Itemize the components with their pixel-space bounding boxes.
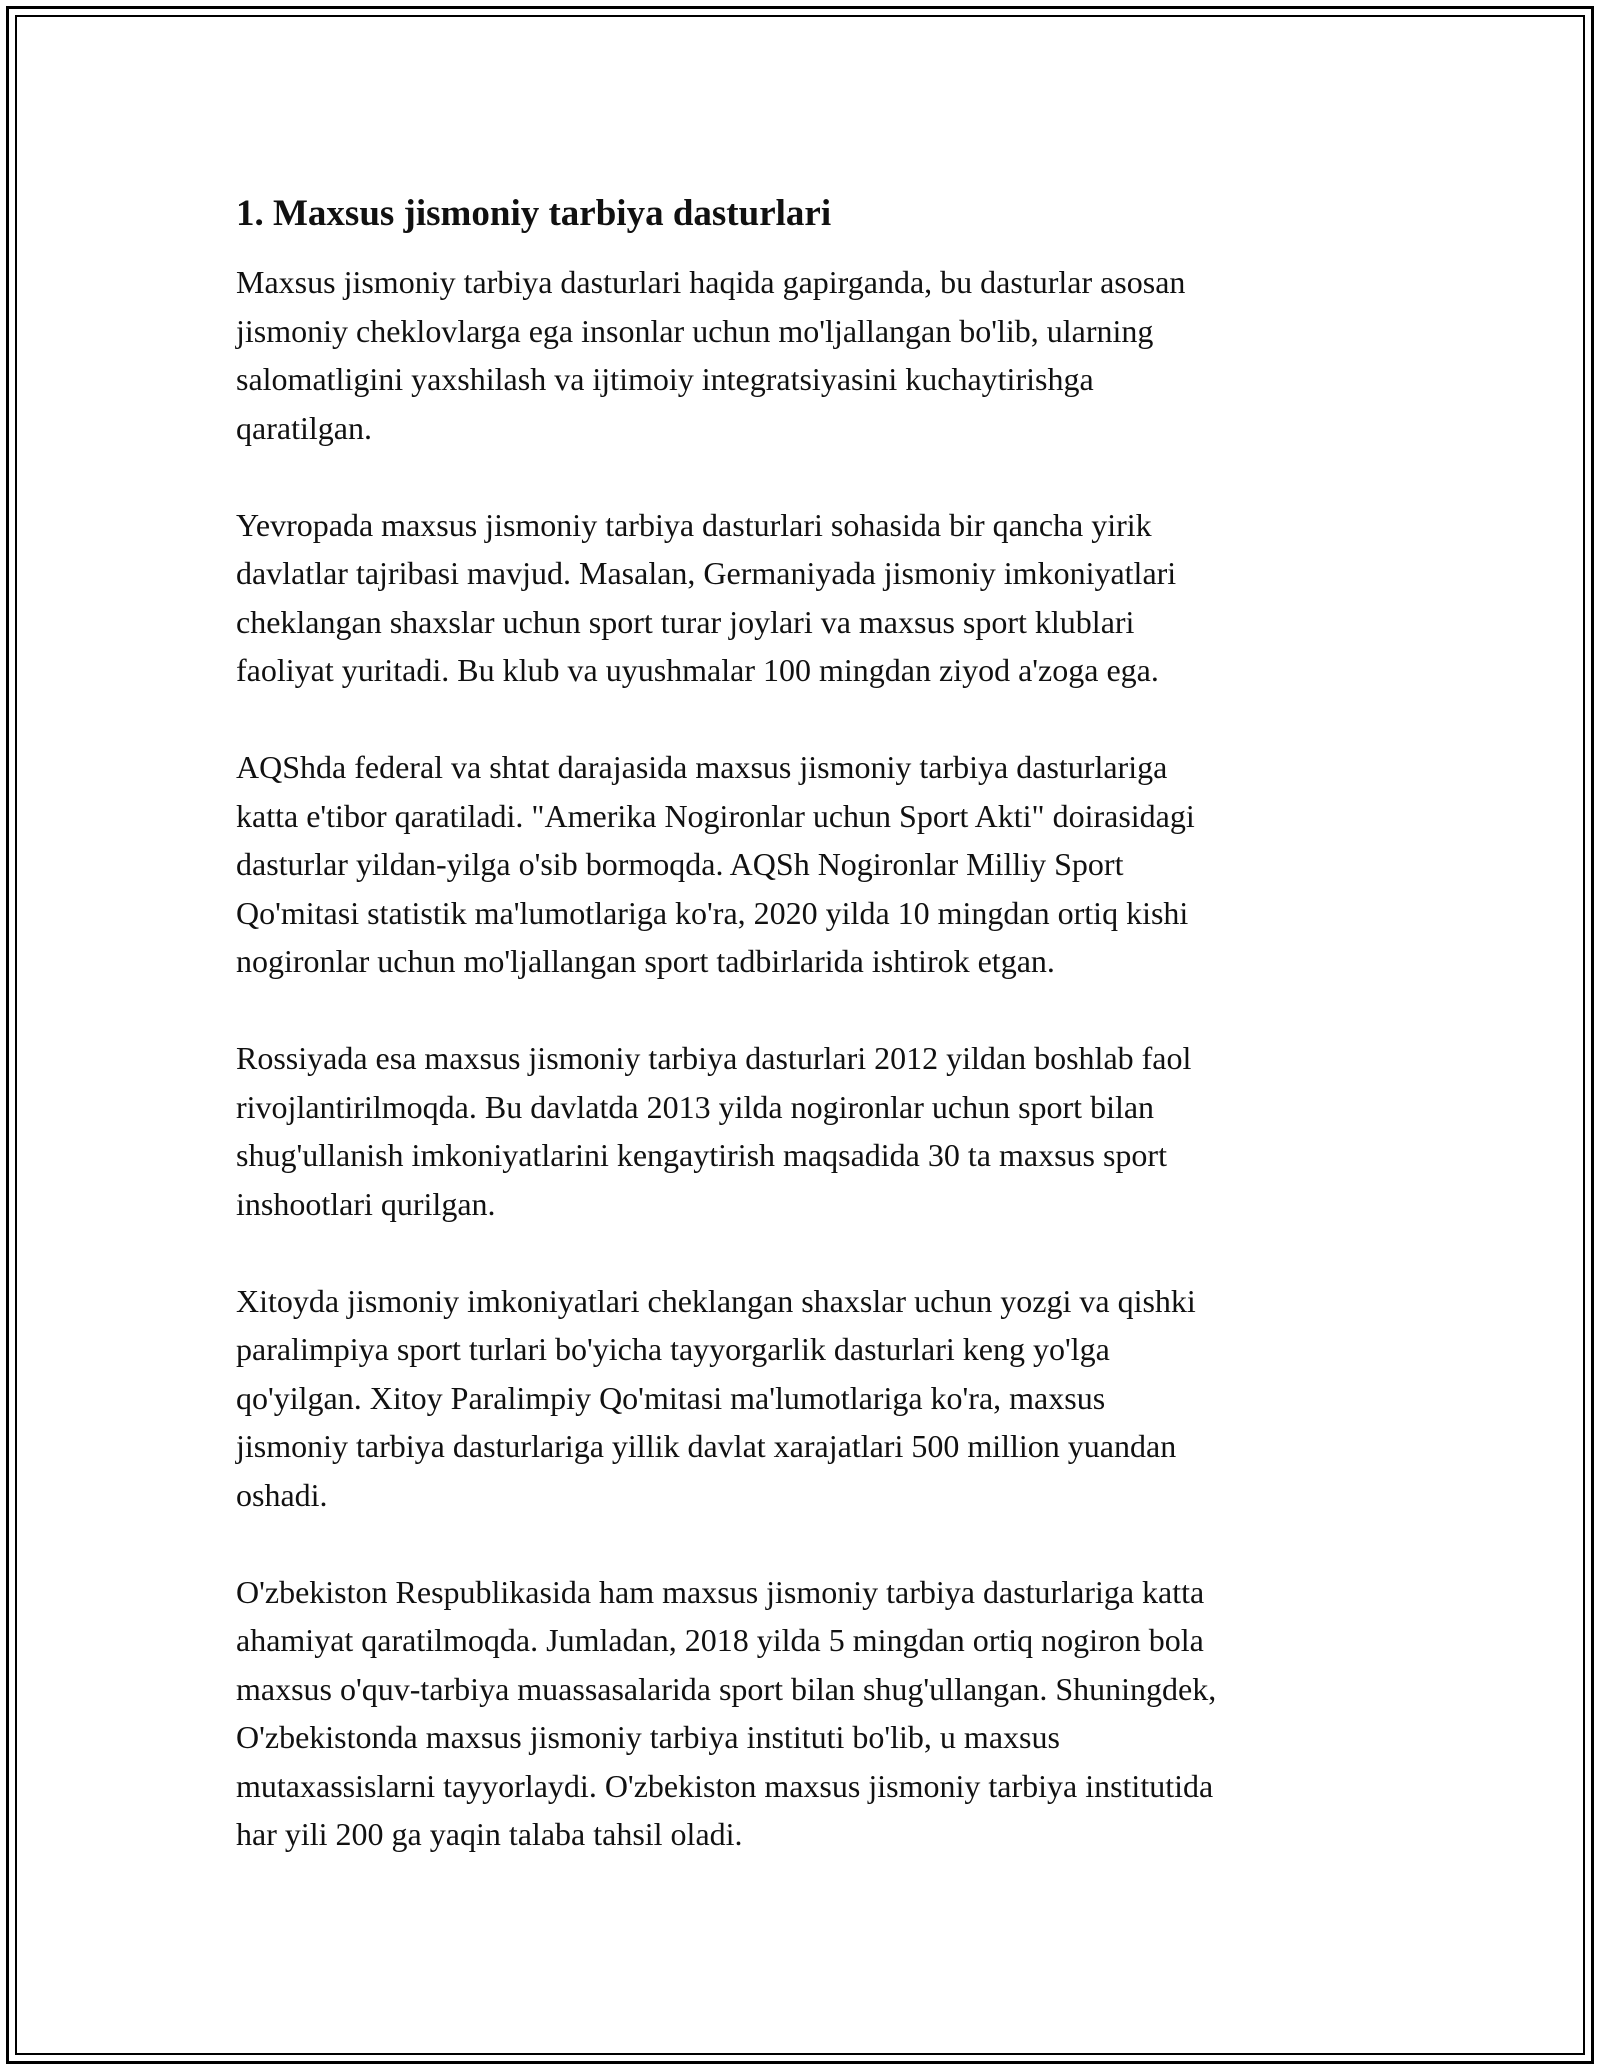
paragraph-uzbekistan: O'zbekiston Respublikasida ham maxsus jismoniy tarbiya dasturlariga katta ahamiyat qaratilmoqda. Jumladan, 2018 yilda 5 mingdan ortiq nogiron bola maxsus o'quv-tarbiya muassasalarida sport bilan shug'ullangan. Shuningdek, O'zbekistonda maxsus jismoniy tarbiya instituti bo'lib, u maxsus mutaxassislarni tayyorlaydi. O'zbekiston maxsus jismoniy tarbiya institutida har yili 200 ga yaqin talaba tahsil oladi. (236, 1573, 1217, 1852)
paragraph-china: Xitoyda jismoniy imkoniyatlari cheklangan shaxslar uchun yozgi va qishki paralimpiya sport turlari bo'yicha tayyorgarlik dasturlari keng yo'lga qo'yilgan. Xitoy Paralimpiy Qo'mitasi ma'lumotlariga ko'ra, maxsus jismoniy tarbiya dasturlariga yillik davlat xarajatlari 500 million yuandan oshadi. (236, 1282, 1196, 1513)
paragraph-intro: Maxsus jismoniy tarbiya dasturlari haqida gapirganda, bu dasturlar asosan jismoniy cheklovlarga ega insonlar uchun mo'ljallangan bo'lib, ularning salomatligini yaxshilash va ijtimoiy integratsiyasini kuchaytirishga qaratilgan. (236, 264, 1186, 446)
section-title: 1. Maxsus jismoniy tarbiya dasturlari (236, 193, 832, 234)
paragraph-europe: Yevropada maxsus jismoniy tarbiya dasturlari sohasida bir qancha yirik davlatlar tajribasi mavjud. Masalan, Germaniyada jismoniy imkoniyatlari cheklangan shaxslar uchun sport turar joylari va maxsus sport klublari faoliyat yuritadi. Bu klub va uyushmalar 100 mingdan ziyod a'zoga ega. (236, 506, 1177, 688)
paragraph-usa: AQShda federal va shtat darajasida maxsus jismoniy tarbiya dasturlariga katta e'tibor qaratiladi. "Amerika Nogironlar uchun Sport Akti" doirasidagi dasturlar yildan-yilga o'sib bormoqda. AQSh Nogironlar Milliy Sport Qo'mitasi statistik ma'lumotlariga ko'ra, 2020 yilda 10 mingdan ortiq kishi nogironlar uchun mo'ljallangan sport tadbirlarida ishtirok etgan. (236, 749, 1195, 979)
paragraph-russia: Rossiyada esa maxsus jismoniy tarbiya dasturlari 2012 yildan boshlab faol rivojlantirilmoqda. Bu davlatda 2013 yilda nogironlar uchun sport bilan shug'ullanish imkoniyatlarini kengaytirish maqsadida 30 ta maxsus sport inshootlari qurilgan. (236, 1040, 1192, 1222)
document-body (236, 190, 1366, 1907)
